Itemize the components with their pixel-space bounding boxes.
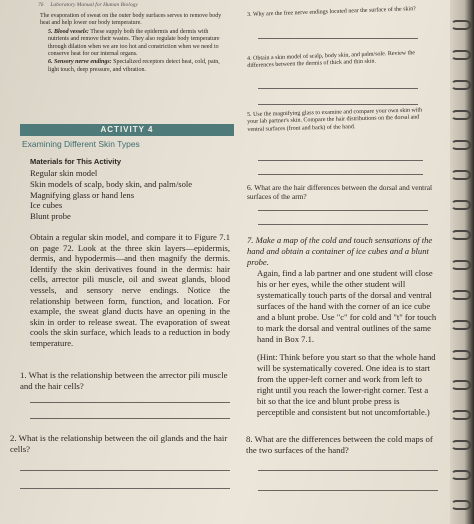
material-item: Blunt probe [30,211,71,222]
materials-title: Materials for This Activity [30,157,121,166]
question-7-intro: 7. Make a map of the cold and touch sensations of the hand and obtain a container of ice cubes and a blunt probe. [247,235,433,267]
binding-coil [451,500,471,510]
intro-paragraph: The evaporation of sweat on the outer body surfaces serves to remove body heat and help lower our body temperature. [40,13,222,27]
running-header [38,2,138,8]
answer-line[interactable] [258,104,418,105]
spiral-binding [450,0,474,524]
binding-coil [451,50,471,60]
binding-coil [451,410,471,420]
question-4: 4. Obtain a skin model of scalp, body skin, and palm/sole. Review the differences between the dermis of thick and thin skin. [247,50,416,70]
item5-text: These supply both the epidermis and dermis with nutrients and remove their wastes. They also regulate body temperature through dilation when we are too hot and constriction when we need to conserve heat for our internal organs. [48,28,220,58]
answer-line[interactable] [20,470,230,471]
activity-banner: ACTIVITY 4 [20,124,234,136]
binding-coil [451,260,471,270]
answer-line[interactable] [258,38,418,39]
question-1: 1. What is the relationship between the arrector pili muscle and the hair cells? [20,370,228,391]
materials-list [30,168,192,222]
binding-coil [451,350,471,360]
binding-coil [451,140,471,150]
answer-line[interactable] [20,488,230,489]
binding-coil [451,20,471,30]
activity-title: Examining Different Skin Types [22,139,140,149]
binding-coil [451,290,471,300]
answer-line[interactable] [258,160,423,161]
question-7-hint: (Hint: Think before you start so that the whole hand will be systematically covered. One idea is to start from the upper-left corner and work from left to right until you reach the lower-right corner. Test a bit so that the ice and blunt probe press is perceptible and consistent but not uncomfortable.) [257,352,436,417]
binding-coil [451,470,471,480]
answer-line[interactable] [30,418,230,419]
item6-text: Specialized receptors detect heat, cold, pain, light touch, deep pressure, and vibration. [48,59,220,73]
left-top-text [40,13,230,74]
question-2: 2. What is the relationship between the oil glands and the hair cells? [10,433,228,454]
item-sensory-nerves [40,59,230,74]
binding-coil [451,230,471,240]
material-item: Regular skin model [30,168,98,178]
material-item: Ice cubes [30,200,63,211]
item6-label: 6. Sensory nerve endings: [48,59,112,66]
answer-line[interactable] [258,88,418,89]
question-8: 8. What are the differences between the cold maps of the two surfaces of the hand? [246,434,433,455]
answer-line[interactable] [258,224,428,225]
binding-coil [451,200,471,210]
material-item: Skin models of scalp, body skin, and palm/sole [30,178,193,189]
binding-coil [451,80,471,90]
question-5: 5. Use the magnifying glass to examine and compare your own skin with your lab partner's skin. Compare the hair distributions on the dorsal and ventral surfaces (front and back) of the hand. [247,107,423,133]
item5-label: 5. Blood vessels: [48,28,89,35]
activity-instructions: Obtain a regular skin model, and compare it to Figure 7.1 on page 72. Look at the three skin layers—epidermis, dermis, and hypodermis—and then magnify the dermis. Identify the skin derivatives found in the dermis: hair cells, arrector pili muscle, oil and sweat glands, blood vessels, and sensory nerve endings. Notice the relationship between form, function, and location. For example, the sweat gland ducts have an opening in the skin in order to release sweat. The evaporation of sweat cools the skin surface, which leads to a reduction in body temperature. [30,232,230,348]
binding-coil [451,170,471,180]
question-3: 3. Why are the free nerve endings located near the surface of the skin? [247,6,416,18]
answer-line[interactable] [258,210,428,211]
answer-line[interactable] [258,470,438,471]
page-number: 76 [38,2,44,8]
material-item: Magnifying glass or hand lens [30,189,135,200]
binding-coil [451,320,471,330]
binding-coil [451,110,471,120]
answer-line[interactable] [30,402,230,403]
binding-coil [451,440,471,450]
item-blood-vessels [40,29,230,59]
question-6: 6. What are the hair differences between the dorsal and ventral surfaces of the arm? [247,183,433,201]
binding-coil [451,380,471,390]
running-title: Laboratory Manual for Human Biology [50,2,138,8]
answer-line[interactable] [258,490,438,491]
answer-line[interactable] [258,174,423,175]
question-7-body: Again, find a lab partner and one student will close his or her eyes, while the other student will systematically touch parts of the dorsal and ventral surfaces of the hand with the corner of an ice cube and a blunt probe. Use "c" for cold and "t" for touch to mark the dorsal and ventral outlines of the same hand in Box 7.1. [257,268,437,344]
